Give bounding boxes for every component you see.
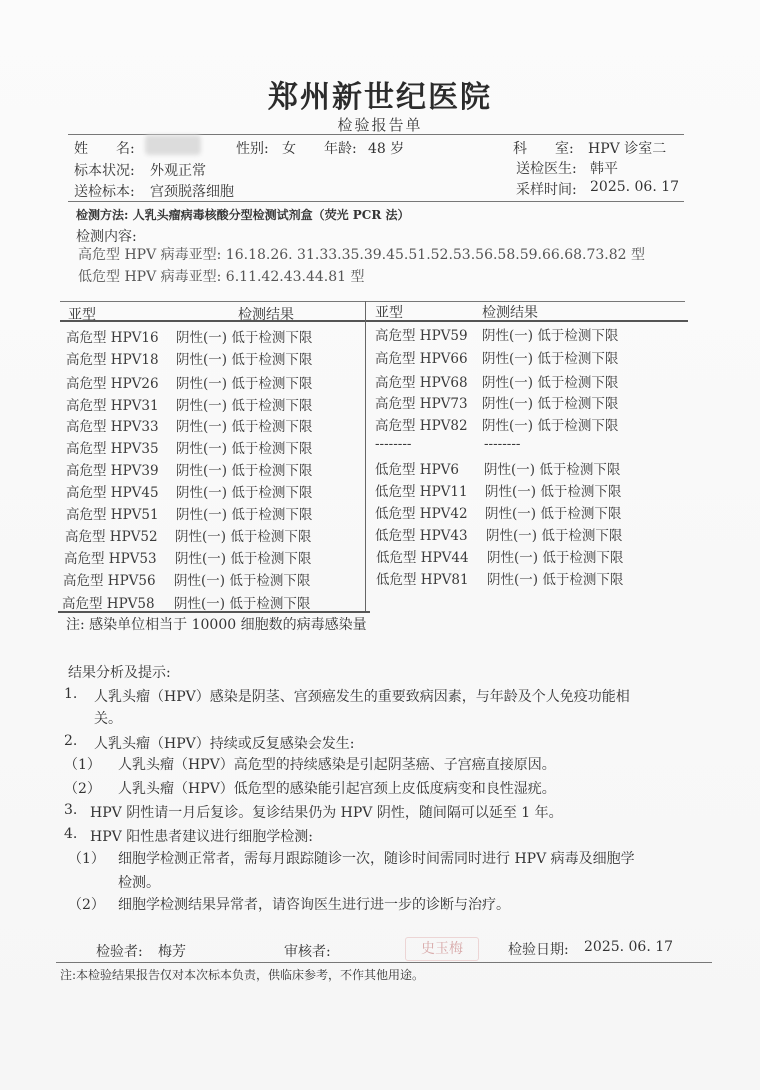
left-type-13: 高危型 HPV58: [62, 596, 155, 612]
reviewer-label: 审核者:: [284, 944, 331, 960]
left-type-8: 高危型 HPV45: [66, 485, 159, 501]
table-bottom-rule: [58, 611, 370, 613]
item-2-text: 人乳头瘤（HPV）持续或反复感染会发生:: [94, 736, 355, 752]
hospital-name: 郑州新世纪医院: [268, 80, 492, 115]
specimen-value: 宫颈脱落细胞: [150, 184, 234, 200]
right-result-9: 阴性(一) 低于检测下限: [485, 506, 622, 522]
left-result-4: 阴性(一) 低于检测下限: [176, 398, 313, 414]
right-result-1: 阴性(一) 低于检测下限: [482, 328, 619, 344]
sex-label: 性别:: [236, 141, 269, 157]
item-4-1-text-cont: 检测。: [118, 875, 160, 891]
left-type-11: 高危型 HPV53: [64, 551, 157, 567]
left-type-3: 高危型 HPV26: [66, 376, 159, 392]
item-4-2-number: （2）: [68, 897, 105, 913]
right-type-4: 高危型 HPV73: [375, 396, 468, 412]
item-4-text: HPV 阳性患者建议进行细胞学检测:: [90, 829, 313, 845]
col-header-result-right: 检测结果: [482, 305, 538, 321]
inspector-name: 梅芳: [158, 944, 186, 960]
right-result-7: 阴性(一) 低于检测下限: [484, 462, 621, 478]
right-type-9: 低危型 HPV42: [375, 506, 468, 522]
specimen-label: 送检标本:: [74, 184, 135, 200]
left-result-11: 阴性(一) 低于检测下限: [175, 551, 312, 567]
item-3-text: HPV 阴性请一月后复诊。复诊结果仍为 HPV 阴性，随间隔可以延至 1 年。: [90, 805, 563, 821]
left-result-8: 阴性(一) 低于检测下限: [176, 485, 313, 501]
table-header-rule: [60, 320, 688, 322]
reviewer-signature-stamp: 史玉梅: [405, 937, 479, 961]
left-result-5: 阴性(一) 低于检测下限: [176, 419, 313, 435]
item-2-1-text: 人乳头瘤（HPV）高危型的持续感染是引起阴茎癌、子宫癌直接原因。: [118, 757, 556, 773]
col-header-result-left: 检测结果: [238, 307, 294, 323]
specimen-status-value: 外观正常: [150, 163, 206, 179]
disclaimer: 注:本检验结果报告仅对本次标本负责，供临床参考，不作其他用途。: [60, 968, 425, 982]
item-4-number: 4.: [64, 826, 78, 842]
dept-value: HPV 诊室二: [588, 141, 667, 157]
age-value: 48 岁: [368, 141, 405, 157]
right-type-5: 高危型 HPV82: [375, 418, 468, 434]
inspector-label: 检验者:: [96, 944, 143, 960]
right-type-11: 低危型 HPV44: [376, 550, 469, 566]
table-divider: [365, 301, 366, 611]
item-3-number: 3.: [64, 802, 78, 818]
unit-note: 注: 感染单位相当于 10000 细胞数的病毒感染量: [66, 617, 367, 633]
right-result-3: 阴性(一) 低于检测下限: [482, 375, 619, 391]
left-result-6: 阴性(一) 低于检测下限: [176, 441, 313, 457]
item-2-2-text: 人乳头瘤（HPV）低危型的感染能引起宫颈上皮低度病变和良性湿疣。: [118, 781, 556, 797]
right-type-3: 高危型 HPV68: [375, 375, 468, 391]
right-result-12: 阴性(一) 低于检测下限: [487, 572, 624, 588]
high-risk-types: 高危型 HPV 病毒亚型: 16.18.26. 31.33.35.39.45.51.52.53.56.58.59.66.68.73.82 型: [78, 247, 646, 263]
left-result-2: 阴性(一) 低于检测下限: [176, 352, 313, 368]
doctor-label: 送检医生:: [516, 161, 577, 177]
right-result-11: 阴性(一) 低于检测下限: [487, 550, 624, 566]
dept-label: 科 室:: [513, 141, 574, 157]
left-type-2: 高危型 HPV18: [66, 352, 159, 368]
analysis-title: 结果分析及提示:: [68, 665, 171, 681]
item-4-1-number: （1）: [68, 851, 105, 867]
right-separator-type: --------: [375, 436, 412, 452]
left-result-9: 阴性(一) 低于检测下限: [176, 507, 313, 523]
method-line: 检测方法: 人乳头瘤病毒核酸分型检测试剂盒（荧光 PCR 法）: [76, 208, 410, 222]
item-1-text: 人乳头瘤（HPV）感染是阴茎、宫颈癌发生的重要致病因素，与年龄及个人免疫功能相: [94, 689, 630, 705]
item-1-number: 1.: [64, 686, 78, 702]
left-type-12: 高危型 HPV56: [63, 573, 156, 589]
footer-rule: [56, 962, 712, 963]
right-type-2: 高危型 HPV66: [375, 351, 468, 367]
item-2-2-number: （2）: [64, 781, 101, 797]
age-label: 年龄:: [324, 141, 357, 157]
left-type-4: 高危型 HPV31: [66, 398, 159, 414]
item-2-1-number: （1）: [64, 757, 101, 773]
left-type-1: 高危型 HPV16: [66, 330, 159, 346]
left-result-10: 阴性(一) 低于检测下限: [175, 529, 312, 545]
right-result-10: 阴性(一) 低于检测下限: [486, 528, 623, 544]
left-result-3: 阴性(一) 低于检测下限: [176, 376, 313, 392]
left-type-6: 高危型 HPV35: [66, 441, 159, 457]
left-result-12: 阴性(一) 低于检测下限: [174, 573, 311, 589]
item-1-text-cont: 关。: [94, 711, 122, 727]
sample-time-label: 采样时间:: [516, 182, 577, 198]
right-result-8: 阴性(一) 低于检测下限: [485, 484, 622, 500]
right-result-2: 阴性(一) 低于检测下限: [482, 351, 619, 367]
right-result-5: 阴性(一) 低于检测下限: [482, 418, 619, 434]
col-header-type-right: 亚型: [375, 305, 403, 321]
item-2-number: 2.: [64, 733, 78, 749]
inspect-date-label: 检验日期:: [508, 942, 569, 958]
col-header-type-left: 亚型: [68, 307, 96, 323]
doctor-value: 韩平: [590, 161, 618, 177]
name-label: 姓 名:: [74, 141, 135, 157]
left-type-7: 高危型 HPV39: [66, 463, 159, 479]
low-risk-types: 低危型 HPV 病毒亚型: 6.11.42.43.44.81 型: [78, 269, 365, 285]
right-separator-result: --------: [484, 436, 521, 452]
left-type-9: 高危型 HPV51: [66, 507, 159, 523]
item-4-1-text: 细胞学检测正常者，需每月跟踪随诊一次，随诊时间需同时进行 HPV 病毒及细胞学: [118, 851, 635, 867]
left-result-7: 阴性(一) 低于检测下限: [176, 463, 313, 479]
right-type-10: 低危型 HPV43: [375, 528, 468, 544]
content-title: 检测内容:: [76, 229, 137, 245]
report-title: 检验报告单: [337, 116, 423, 134]
item-4-2-text: 细胞学检测结果异常者，请咨询医生进行进一步的诊断与治疗。: [118, 897, 510, 913]
right-type-7: 低危型 HPV6: [375, 462, 459, 478]
inspect-date-value: 2025. 06. 17: [584, 939, 674, 955]
left-type-10: 高危型 HPV52: [65, 529, 158, 545]
specimen-status-label: 标本状况:: [74, 163, 135, 179]
right-type-1: 高危型 HPV59: [375, 328, 468, 344]
left-result-1: 阴性(一) 低于检测下限: [176, 330, 313, 346]
right-result-4: 阴性(一) 低于检测下限: [482, 396, 619, 412]
table-top-rule: [60, 301, 685, 302]
header-bottom-rule: [68, 201, 684, 202]
left-type-5: 高危型 HPV33: [66, 419, 159, 435]
left-result-13: 阴性(一) 低于检测下限: [174, 596, 311, 612]
patient-name-redacted: [145, 135, 201, 155]
right-type-8: 低危型 HPV11: [375, 484, 468, 500]
sex-value: 女: [282, 141, 296, 157]
sample-time-value: 2025. 06. 17: [590, 179, 680, 195]
right-type-12: 低危型 HPV81: [376, 572, 469, 588]
